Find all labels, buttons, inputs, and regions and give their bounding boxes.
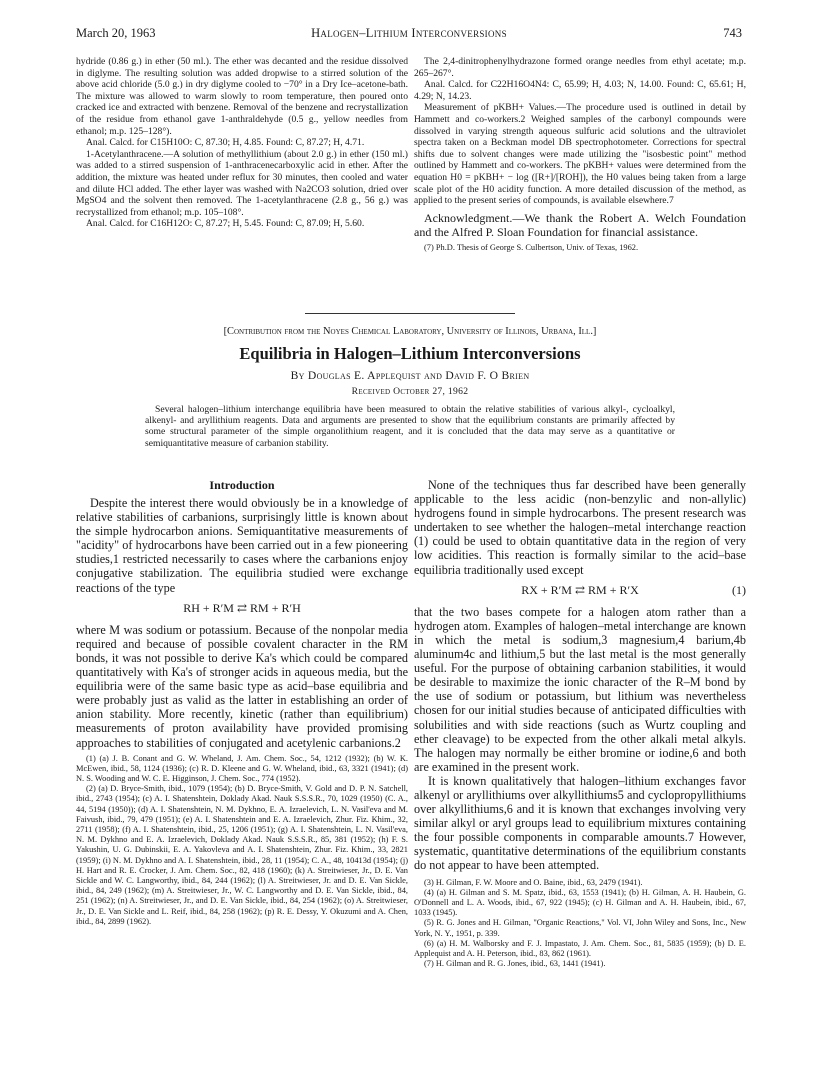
footnotes xyxy=(414,878,746,970)
prev-anal: Anal. Calcd. for C16H12O: C, 87.27; H, 5.45. Found: C, 87.09; H, 5.60. xyxy=(86,218,365,230)
footnote: (5) R. G. Jones and H. Gilman, "Organic Reactions," Vol. VI, John Wiley and Sons, Inc., New York, N. Y., 1951, p. 339. xyxy=(414,918,746,938)
equation: RH + R′M ⇄ RM + R′H xyxy=(183,600,301,615)
running-header xyxy=(76,26,742,42)
abstract xyxy=(145,404,675,449)
received-date: Received October 27, 1962 xyxy=(351,386,469,397)
footnote: (7) H. Gilman and R. G. Jones, ibid., 63, 1441 (1941). xyxy=(424,959,606,969)
section-heading: Introduction xyxy=(209,478,275,492)
header-running-title: Halogen–Lithium Interconversions xyxy=(311,26,507,40)
equation-number: (1) xyxy=(732,582,746,597)
paragraph: None of the techniques thus far described have been generally applicable to the less acidic (non-benzylic and non-allylic) hydrogens found in simple hydrocarbons. The present research was undertaken to see whether the halogen–metal interchange reaction (1) could be used to obtain quantitative data in the region of very low acidities. This reaction is formally similar to the acid–base equilibria traditionally used except xyxy=(414,478,746,577)
equation-1 xyxy=(414,583,746,597)
prev-text: Measurement of pKBH+ Values.—The procedure used is outlined in detail by Hammett and co-workers.2 Weighed samples of the carbonyl compounds were dissolved in varying strength aqueous sulfuric acid solutions and the ultraviolet spectra taken on a Beckman model DB spectrophotometer. Corrections for spectral shifts due to solvent changes were made utilizing the "isosbestic point" method outlined by Hammett and co-workers. The pKBH+ values were determined from the equation H0 = pKBH+ − log ([R+]/[ROH]), the H0 values being taken from a large scale plot of the H0 acidity function. A more detailed discussion of the method, as applied to the present series of compounds, is available elsewhere.7 xyxy=(414,102,746,207)
footnote: (4) (a) H. Gilman and S. M. Spatz, ibid., 63, 1553 (1941); (b) H. Gilman, A. H. Haubein, G. O'Donnell and L. A. Woods, ibid., 67, 922 (1945); (c) H. Gilman and A. H. Haubein, ibid., 67, 1033 (1945). xyxy=(414,887,746,918)
prev-anal: Anal. Calcd. for C15H10O: C, 87.30; H, 4.85. Found: C, 87.27; H, 4.71. xyxy=(86,137,365,149)
footnote: (2) (a) D. Bryce-Smith, ibid., 1079 (1954); (b) D. Bryce-Smith, V. Gold and D. P. N. Satchell, ibid., 2743 (1954); (c) A. I. Shatenshtein, Doklady Akad. Nauk S.S.S.R., 70, 1029 (1950) (C. A., 44, 5194 (1950)); (d) A. I. Shatenshtein, N. M. Dykhno, E. A. Izraelevich, L. N. Vasil'eva and M. Faivush, ibid., 79, 479 (1951); (e) A. I. Shatenshtein and E. A. Izraelevich, Zhur. Fiz. Khim., 32, 2711 (1958); (f) A. I. Shatenshtein, ibid., 25, 1206 (1951); (g) A. I. Shatenshtein, L. N. Vasil'eva, N. M. Dykhno and E. A. Izraelevich, Doklady Akad. Nauk S.S.S.R., 85, 381 (1952); (h) F. S. Yakushin, U. G. Dubinskii, E. A. Yakovleva and A. I. Shatenshtein, Zhur. Fiz. Khim., 33, 2821 (1959); (i) N. M. Dykhno and A. I. Shatenshtein, ibid., 28, 11 (1954); C. A., 48, 10413d (1954); (j) H. Hart and R. E. Crocker, J. Am. Chem. Soc., 82, 418 (1960); (k) A. Streitwieser, Jr., D. E. Van Sickle and W. C. Langworthy, ibid., 84, 244 (1962); (l) A. Streitwieser, Jr. and D. E. Van Sickle, ibid., 84, 249 (1962); (m) A. Streitwieser, Jr., W. C. Langworthy and D. E. Van Sickle, ibid., 84, 251 (1962); (n) A. Streitwieser, Jr., and D. E. Van Sickle, ibid., 84, 254 (1962); (o) A. Streitwieser, Jr., D. E. Van Sickle and L. Reif, ibid., 84, 258 (1962); (p) R. E. Dessy, Y. Okuzumi and A. Chen, ibid., 84, 2899 (1962). xyxy=(76,784,408,926)
equation-text: RX + R′M ⇄ RM + R′X xyxy=(521,582,639,597)
prev-article-col1 xyxy=(76,56,408,230)
contribution-line: [Contribution from the Noyes Chemical Laboratory, University of Illinois, Urbana, Ill.] xyxy=(223,326,597,337)
body-column-2 xyxy=(414,478,746,969)
article-divider xyxy=(305,313,515,314)
prev-text: hydride (0.86 g.) in ether (50 ml.). The ether was decanted and the residue dissolved in diglyme. The resulting solution was added dropwise to a stirred solution of the above acid chloride (5.0 g.) in dry diglyme cooled to −70° in a Dry Ice–acetone-bath. The mixture was allowed to warm slowly to room temperature, then poured onto cracked ice and extracted with benzene. Removal of the benzene and recrystallization of the residue from ethanol gave 1-anthraldehyde (0.5 g., yellow needles from ethanol; m.p. 125–128°). xyxy=(76,56,408,137)
footnote: (3) H. Gilman, F. W. Moore and O. Baine, ibid., 63, 2479 (1941). xyxy=(424,877,643,887)
footnote: (6) (a) H. M. Walborsky and F. J. Impastato, J. Am. Chem. Soc., 81, 5835 (1959); (b) D. E. Applequist and A. H. Peterson, ibid., 83, 862 (1961). xyxy=(414,938,746,958)
paragraph: that the two bases compete for a halogen atom rather than a hydrogen atom. Examples of halogen–metal interchange are known in which the metal is sodium,3 magnesium,4 barium,4b aluminum4c and lithium,5 but the last metal is the most generally useful. For the purpose of obtaining carbanion stabilities, it would be desirable to maximize the ionic character of the R–M bond by the use of sodium or potassium, but lithium was nevertheless chosen for our initial studies because of anticipated difficulties with solubilities and with side reactions (such as Wurtz coupling and ether cleavage) to be expected from the other alkali metal alkyls. The halogen may normally be either bromine or iodine,6 and both are examined in the present work. xyxy=(414,604,746,774)
header-date: March 20, 1963 xyxy=(76,26,156,40)
paragraph: Despite the interest there would obviously be in a knowledge of relative stabilities of carbanions, surprisingly little is known about the simple hydrocarbon anions. Semiquantitative measurements of "acidity" of hydrocarbons have been carried out in a few pioneering studies,1 restricted necessarily to cases where the carbanions enjoy conjugative stabilization. The equilibria studied were exchange reactions of the type xyxy=(76,496,408,595)
acknowledgment: Acknowledgment.—We thank the Robert A. Welch Foundation and the Alfred P. Sloan Foundation for financial assistance. xyxy=(414,210,746,239)
footnotes xyxy=(76,754,408,927)
prev-article-col2 xyxy=(414,56,746,253)
footnote: (7) Ph.D. Thesis of George S. Culbertson, Univ. of Texas, 1962. xyxy=(424,242,639,252)
header-page-number: 743 xyxy=(723,26,742,40)
article-title: Equilibria in Halogen–Lithium Interconversions xyxy=(239,344,581,363)
article-authors: By Douglas E. Applequist and David F. O Brien xyxy=(290,369,530,382)
paragraph: It is known qualitatively that halogen–lithium exchanges favor alkenyl or aryllithiums over alkyllithiums5 and cyclopropyllithiums over alkyllithiums,6 and it is known that exchanges involving very similar alkyl or aryl groups lead to equilibrium mixtures containing the four possible components in comparable amounts.7 However, systematic, quantitative determinations of the equilibrium constants do not appear to have been attempted. xyxy=(414,773,746,873)
footnote: (1) (a) J. B. Conant and G. W. Wheland, J. Am. Chem. Soc., 54, 1212 (1932); (b) W. K. McEwen, ibid., 58, 1124 (1936); (c) R. D. Kleene and G. W. Wheland, ibid., 63, 3321 (1941); (d) N. S. Wooding and W. C. E. Higginson, J. Chem. Soc., 774 (1952). xyxy=(76,753,408,783)
prev-anal: Anal. Calcd. for C22H16O4N4: C, 65.99; H, 4.03; N, 14.00. Found: C, 65.61; H, 4.29; N, 14.23. xyxy=(414,79,746,102)
paragraph: where M was sodium or potassium. Because of the nonpolar media required and because of possible covalent character in the RM bonds, it was not possible to derive Ka's which could be compared quantitatively with Ka's of stronger acids in aqueous media, but the equilibria were of the same basic type as acid–base equilibria and were probably just as valid as the latter in establishing an order of anion stability. More recently, kinetic (rather than equilibrium) measurements of proton availability have provided promising approaches to stabilities of conjugated and acetylenic carbanions.2 xyxy=(76,622,408,750)
abstract-text: Several halogen–lithium interchange equilibria have been measured to obtain the relative stabilities of various alkyl-, cycloalkyl, alkenyl- and aryllithium reagents. Data and arguments are presented to show that the equilibrium constants are primarily affected by some structural parameter of the simple organolithium reagent, and it is concluded that the data may serve as a quantitative or semiquantitative measure of carbanion stability. xyxy=(145,404,675,449)
prev-text: 1-Acetylanthracene.—A solution of methyllithium (about 2.0 g.) in ether (150 ml.) was added to a stirred suspension of 1-anthracenecarboxylic acid in ether. After the addition, the mixture was heated under reflux for 30 minutes, then cooled and water and dilute HCl added. The ether layer was washed with Na2CO3 solution, dried over MgSO4 and the solvent then removed. The 1-acetylanthracene (2.8 g., 56 g.) was recrystallized from ethanol; m.p. 105–108°. xyxy=(76,148,408,218)
prev-text: The 2,4-dinitrophenylhydrazone formed orange needles from ethyl acetate; m.p. 265–267°. xyxy=(414,56,746,79)
body-column-1 xyxy=(76,478,408,927)
